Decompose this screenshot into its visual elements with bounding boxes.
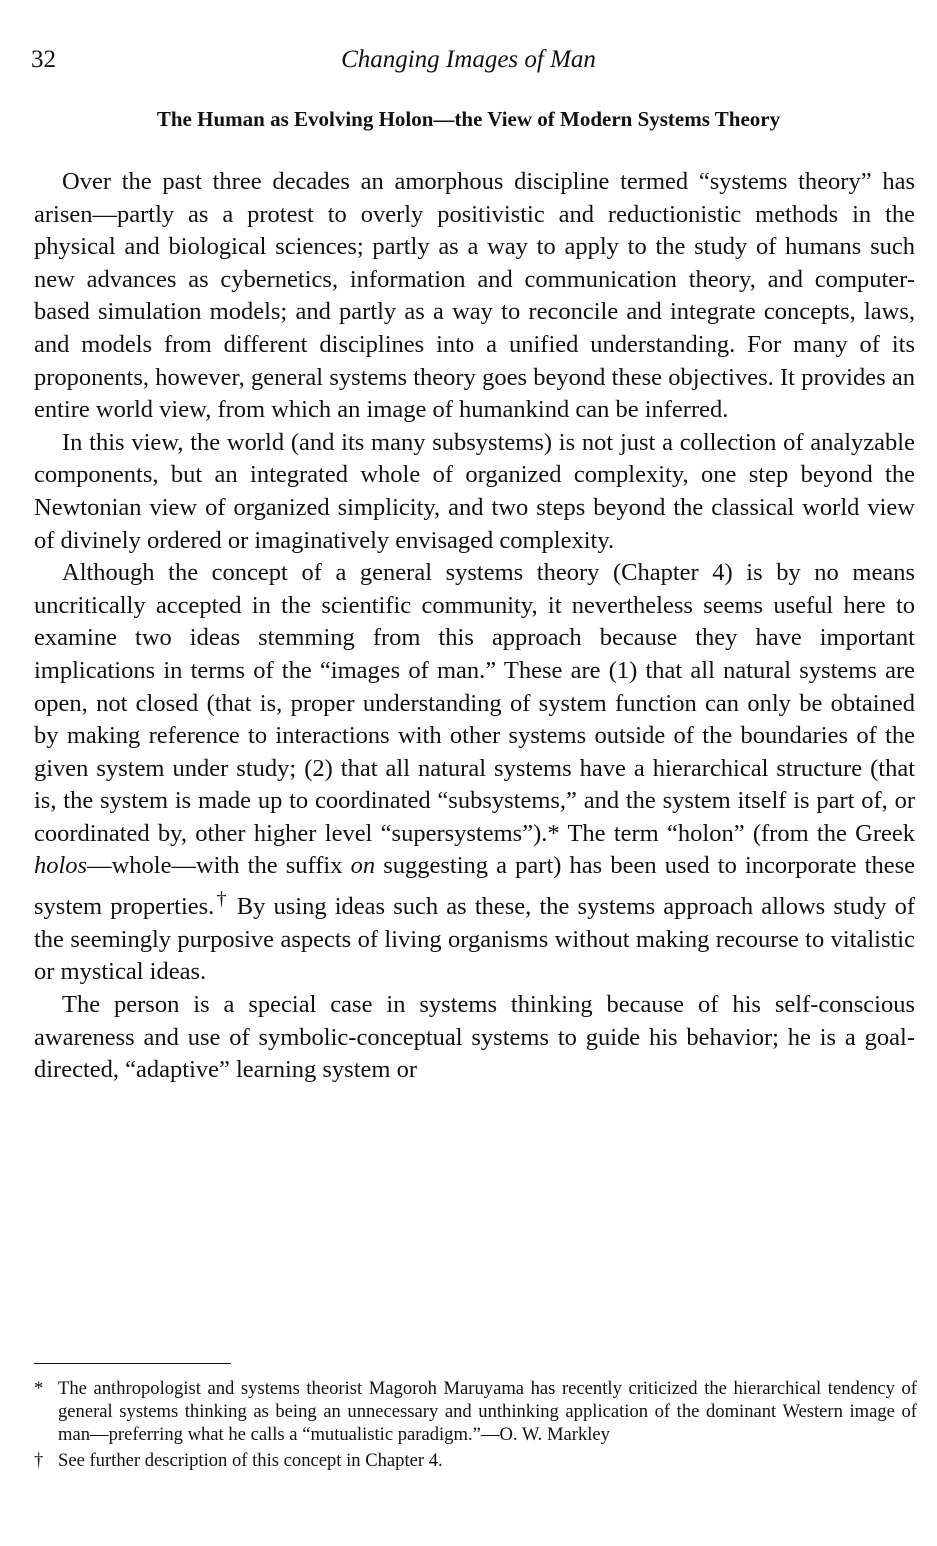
paragraph-2: In this view, the world (and its many subsystems) is not just a collection of analyzable components, but an integrated whole of organized complexity, one step beyond the Newtonian view of organized simplicity, and two steps beyond the classical world view of divinely ordered or imaginatively envisaged complexity. [34, 428, 915, 554]
paragraph-3-text-c: —whole—with the suffix [87, 852, 351, 880]
paragraph-1: Over the past three decades an amorphous discipline termed “systems theory” has arisen—partly as a protest to overly positivistic and reductionistic methods in the physical and biological sciences; partly as a way to apply to the study of humans such new advances as cybernetics, information and communication theory, and computer-based simulation models; and partly as a way to reconcile and integrate concepts, laws, and models from different disciplines into a unified understanding. For many of its proponents, however, general systems theory goes beyond these objectives. It provides an entire world view, from which an image of humankind can be inferred. [34, 168, 915, 424]
footnote-ref-dagger[interactable]: † [214, 888, 229, 911]
footnote-2-text: See further description of this concept in Chapter 4. [58, 1450, 443, 1472]
body-text [34, 166, 915, 1087]
paragraph-3-text-b: The term “holon” (from the Greek [559, 819, 915, 847]
paragraph-4: The person is a special case in systems thinking because of his self-conscious awareness and use of symbolic-conceptual systems to guide his behavior; he is a goal-directed, “adaptive” learning system or [34, 991, 915, 1084]
footnote-1 [34, 1378, 917, 1446]
footnote-2 [34, 1450, 917, 1473]
term-on: on [350, 852, 376, 880]
paragraph-3 [34, 557, 915, 989]
paragraph-3-text-e: By using ideas such as these, the systems approach allows study of the seemingly purposive aspects of living organisms without making recourse to vitalistic or mystical ideas. [34, 893, 916, 986]
footnote-1-mark: * [34, 1378, 44, 1399]
footnote-ref-asterisk[interactable]: * [547, 819, 560, 847]
footnote-divider [34, 1363, 231, 1364]
term-holos: holos [34, 852, 88, 880]
paragraph-3-text-d: suggesting a part) has been used to incorporate these system properties. [34, 852, 915, 921]
footnotes [34, 1378, 917, 1477]
running-title: Changing Images of Man [341, 46, 596, 73]
paragraph-3-text-a: Although the concept of a general systems theory (Chapter 4) is by no means uncritically accepted in the scientific community, it nevertheless seems useful here to examine two ideas stemming from this approach because they have important implications in terms of the “images of man.” These are (1) that all natural systems are open, not closed (that is, proper understanding of system function can only be obtained by making reference to interactions with other systems outside of the boundaries of the given system under study; (2) that all natural systems have a hierarchical structure (that is, the system is made up to coordinated “subsystems,” and the system itself is part of, or coordinated by, other higher level “supersystems”). [34, 559, 915, 847]
page-number: 32 [31, 46, 56, 73]
footnote-1-text: The anthropologist and systems theorist Magoroh Maruyama has recently criticized the hierarchical tendency of general systems thinking as being an unnecessary and unthinking application of the dominant Western image of man—preferring what he calls a “mutualistic paradigm.”—O. W. Markley [58, 1378, 917, 1445]
footnote-2-mark: † [34, 1450, 44, 1472]
section-title: The Human as Evolving Holon—the View of Modern Systems Theory [156, 107, 781, 131]
